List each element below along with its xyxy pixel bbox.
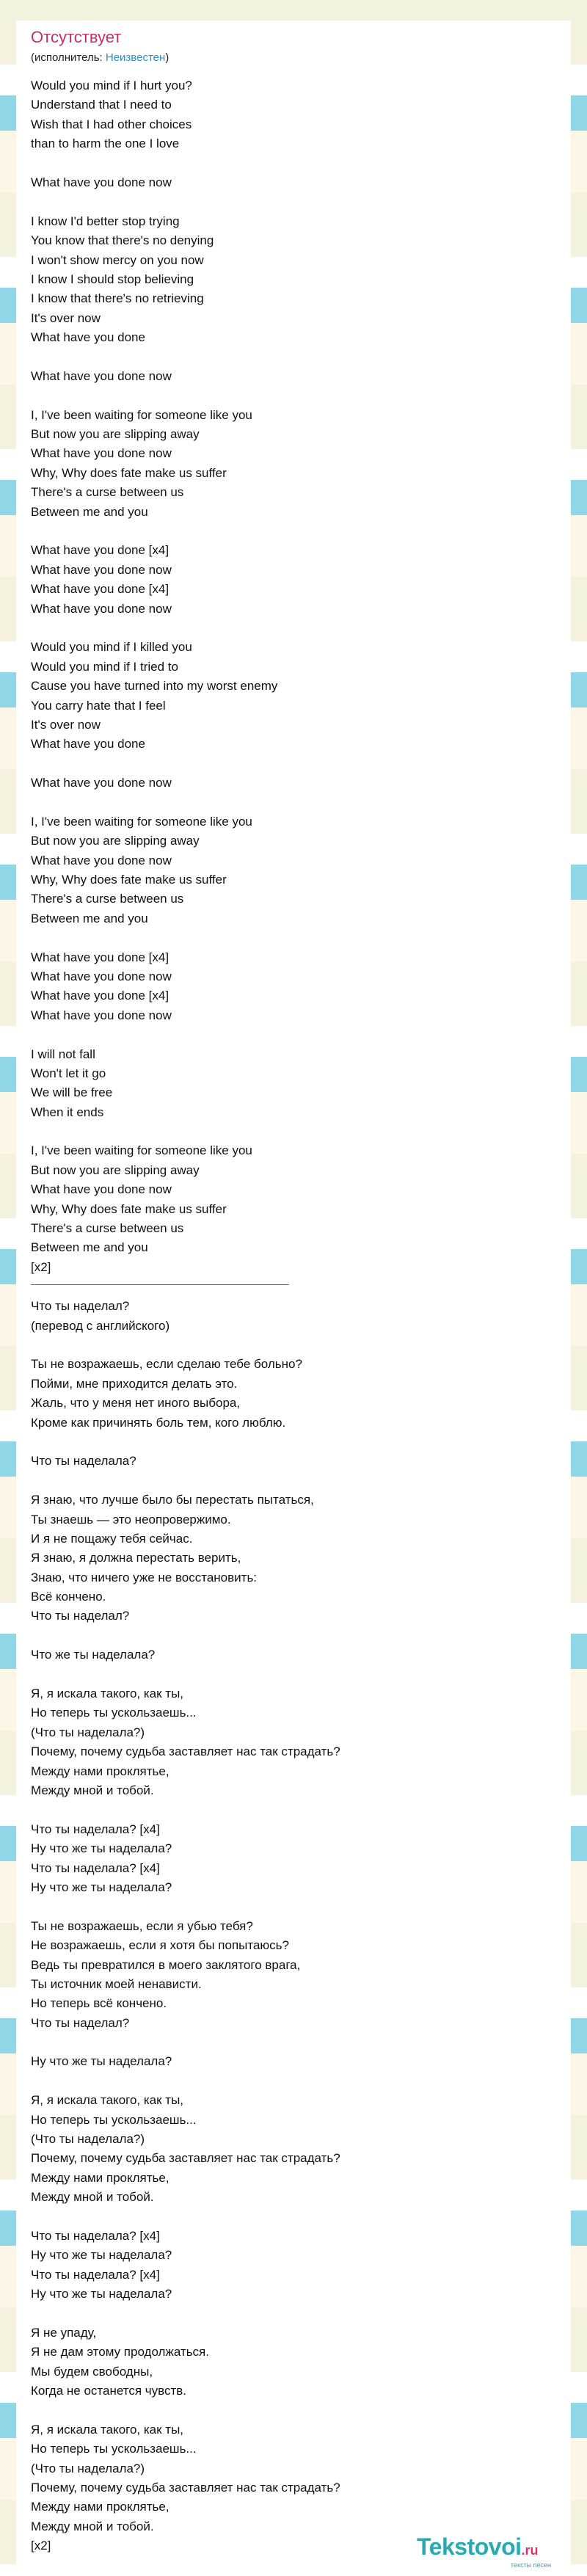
translation-line: Ну что же ты наделала? [31, 2054, 172, 2069]
lyric-line: Wish that I had other choices [31, 117, 192, 131]
translation-line [31, 2208, 544, 2227]
translation-line: Жаль, что у меня нет иного выбора, [31, 1396, 241, 1411]
translation-line: Ну что же ты наделала? [31, 1880, 172, 1894]
lyric-line: Would you mind if I hurt you? [31, 79, 192, 92]
site-logo[interactable] [417, 2533, 552, 2569]
lyric-line: There's a curse between us [31, 485, 184, 500]
translation-line: Я, я искала такого, как ты, [31, 1687, 184, 1701]
translation-line: Ну что же ты наделала? [31, 2287, 172, 2302]
lyric-line [31, 347, 544, 366]
lyric-line: [x2] [31, 1259, 51, 1274]
translation-line: Что ты наделала? [x4] [31, 1860, 160, 1875]
lyric-line: You know that there's no denying [31, 233, 214, 248]
translation-line [31, 1626, 544, 1645]
logo-text: Tekstovoi [417, 2533, 522, 2560]
translation-line: Ну что же ты наделала? [31, 1841, 172, 1856]
lyric-line: We will be free [31, 1085, 113, 1100]
lyric-line: When it ends [31, 1105, 104, 1119]
lyric-line: Cause you have turned into my worst enemy [31, 679, 278, 694]
translation-line: Что ты наделал? [31, 1609, 130, 1623]
lyric-line: What have you done [x4] [31, 989, 169, 1003]
lyric-line: What have you done [31, 737, 145, 752]
lyric-line: I won't show mercy on you now [31, 252, 204, 267]
lyric-line: What have you done now [31, 1182, 172, 1197]
lyric-line: What have you done now [31, 853, 172, 867]
lyric-line: Between me and you [31, 911, 148, 925]
lyric-line: Won't let it go [31, 1066, 106, 1080]
lyric-line [31, 754, 544, 774]
translation-line: Что ты наделала? [x4] [31, 1822, 160, 1836]
translation-line: Между мной и тобой. [31, 2519, 154, 2533]
translation-line [31, 1433, 544, 1452]
translation-line [31, 2401, 544, 2420]
lyric-line: But now you are slipping away [31, 1163, 200, 1177]
logo-tld: .ru [521, 2543, 539, 2558]
translation-line: Когда не останется чувств. [31, 2384, 187, 2398]
translation-line: Что же ты наделала? [31, 1648, 156, 1662]
translation-line: Но теперь всё кончено. [31, 1996, 167, 2011]
lyric-line: than to harm the one I love [31, 137, 180, 151]
translation-line: Я знаю, что лучше было бы перестать пытаться, [31, 1493, 314, 1507]
translation-line: Почему, почему судьба заставляет нас так страдать? [31, 2151, 340, 2166]
translation-line [31, 1800, 544, 1819]
translation-line: Что ты наделал? [31, 1299, 130, 1314]
translation-line [31, 2304, 544, 2324]
translation-line: Между мной и тобой. [31, 1783, 154, 1797]
translation-line: Что ты наделала? [31, 1454, 136, 1469]
lyrics-content [31, 76, 544, 2556]
translation-line: Пойми, мне приходится делать это. [31, 1376, 238, 1391]
lyric-line: There's a curse between us [31, 892, 184, 906]
artist-link[interactable]: Неизвестен [105, 51, 166, 64]
translation-line [31, 2072, 544, 2091]
lyric-line: It's over now [31, 717, 101, 732]
lyric-line [31, 386, 544, 405]
lyric-line: What have you done now [31, 601, 172, 616]
translation-line: Между нами проклятье, [31, 2170, 169, 2185]
translation-line: Мы будем свободны, [31, 2364, 153, 2379]
lyrics-original [31, 76, 544, 1277]
lyric-line: There's a curse between us [31, 1221, 184, 1236]
translation-line: Между нами проклятье, [31, 2500, 169, 2514]
lyric-line: What have you done [x4] [31, 950, 169, 964]
translation-line [31, 1665, 544, 1684]
lyric-line: What have you done now [31, 1008, 172, 1022]
translation-line: Ну что же ты наделала? [31, 2248, 172, 2263]
translation-line: Почему, почему судьба заставляет нас так страдать? [31, 2481, 340, 2495]
translation-line: Я не дам этому продолжаться. [31, 2345, 209, 2359]
lyric-line: What have you done now [31, 969, 172, 983]
lyric-line: I know that there's no retrieving [31, 291, 204, 306]
translation-line [31, 1471, 544, 1491]
translation-line: Но теперь ты ускользаешь... [31, 2112, 197, 2127]
lyric-line [31, 1025, 544, 1044]
translation-line: Между нами проклятье, [31, 1764, 169, 1778]
translation-line [31, 1336, 544, 1355]
lyric-line: What have you done now [31, 446, 172, 461]
translation-line: Что ты наделала? [x4] [31, 2267, 160, 2282]
translation-line: (перевод с английского) [31, 1318, 170, 1333]
translation-line: Что ты наделал? [31, 2015, 130, 2030]
lyric-line: What have you done now [31, 562, 172, 577]
lyric-line: Would you mind if I tried to [31, 659, 178, 674]
lyric-line: Why, Why does fate make us suffer [31, 1201, 227, 1216]
lyric-line: You carry hate that I feel [31, 698, 166, 713]
translation-line: (Что ты наделала?) [31, 2461, 145, 2475]
lyric-line [31, 154, 544, 173]
lyric-line: But now you are slipping away [31, 834, 200, 848]
translation-line: Ты знаешь — это неопровержимо. [31, 1512, 231, 1527]
translation-line: Не возражаешь, если я хотя бы попытаюсь? [31, 1938, 289, 1953]
artist-line [31, 51, 169, 64]
lyric-line: What have you done now [31, 175, 172, 189]
lyric-line: I, I've been waiting for someone like you [31, 1143, 252, 1158]
translation-line: Всё кончено. [31, 1590, 106, 1604]
lyric-line [31, 793, 544, 812]
translation-line: (Что ты наделала?) [31, 1725, 145, 1739]
translation-line: И я не пощажу тебя сейчас. [31, 1531, 193, 1546]
artist-prefix: (исполнитель: [31, 51, 106, 64]
lyric-line [31, 522, 544, 541]
lyric-line: Would you mind if I killed you [31, 640, 192, 655]
lyric-line [31, 928, 544, 947]
lyric-line: I, I've been waiting for someone like you [31, 407, 252, 422]
lyric-line: I know I'd better stop trying [31, 214, 180, 228]
lyric-line: Understand that I need to [31, 98, 172, 112]
translation-line: Знаю, что ничего уже не восстановить: [31, 1570, 258, 1584]
lyric-line: Why, Why does fate make us suffer [31, 873, 227, 887]
lyric-line: It's over now [31, 310, 101, 325]
translation-line: Ты не возражаешь, если я убью тебя? [31, 1918, 253, 1933]
lyric-line: I know I should stop believing [31, 272, 194, 286]
logo-tagline: тексты песен [511, 2561, 552, 2569]
translation-line: Я не упаду, [31, 2325, 97, 2340]
lyrics-translation [31, 1297, 544, 2555]
translation-line: (Что ты наделала?) [31, 2132, 145, 2147]
lyric-line: I will not fall [31, 1047, 95, 1061]
translation-line: Почему, почему судьба заставляет нас так страдать? [31, 1744, 340, 1759]
lyric-line [31, 1122, 544, 1141]
lyric-line [31, 619, 544, 638]
translation-line: Я знаю, я должна перестать верить, [31, 1551, 241, 1565]
lyric-line: What have you done [x4] [31, 582, 169, 597]
translation-line: [x2] [31, 2539, 51, 2553]
lyric-line: What have you done [31, 330, 145, 345]
lyric-line: What have you done now [31, 776, 172, 790]
translation-line: Что ты наделала? [x4] [31, 2228, 160, 2243]
page-title: Отсутствует [31, 28, 122, 46]
translation-line: Но теперь ты ускользаешь... [31, 2442, 197, 2456]
lyric-line: Between me and you [31, 504, 148, 519]
lyric-line: Why, Why does fate make us suffer [31, 465, 227, 480]
translation-line: Я, я искала такого, как ты, [31, 2093, 184, 2108]
translation-line: Я, я искала такого, как ты, [31, 2422, 184, 2437]
artist-suffix: ) [165, 51, 169, 64]
translation-line: Но теперь ты ускользаешь... [31, 1706, 197, 1720]
section-divider [31, 1284, 289, 1285]
lyric-line: What have you done now [31, 368, 172, 383]
lyric-line [31, 192, 544, 211]
lyric-line: Between me and you [31, 1240, 148, 1255]
translation-line [31, 2033, 544, 2052]
lyric-line: I, I've been waiting for someone like you [31, 814, 252, 829]
translation-line: Между мной и тобой. [31, 2190, 154, 2205]
translation-line: Кроме как причинять боль тем, кого люблю. [31, 1415, 286, 1430]
translation-line: Ты не возражаешь, если сделаю тебе больно? [31, 1357, 302, 1372]
translation-line: Ведь ты превратился в моего заклятого врага, [31, 1957, 301, 1972]
translation-line [31, 1897, 544, 1916]
translation-line: Ты источник моей ненависти. [31, 1976, 202, 1991]
lyric-line: But now you are slipping away [31, 427, 200, 442]
lyric-line: What have you done [x4] [31, 543, 169, 558]
